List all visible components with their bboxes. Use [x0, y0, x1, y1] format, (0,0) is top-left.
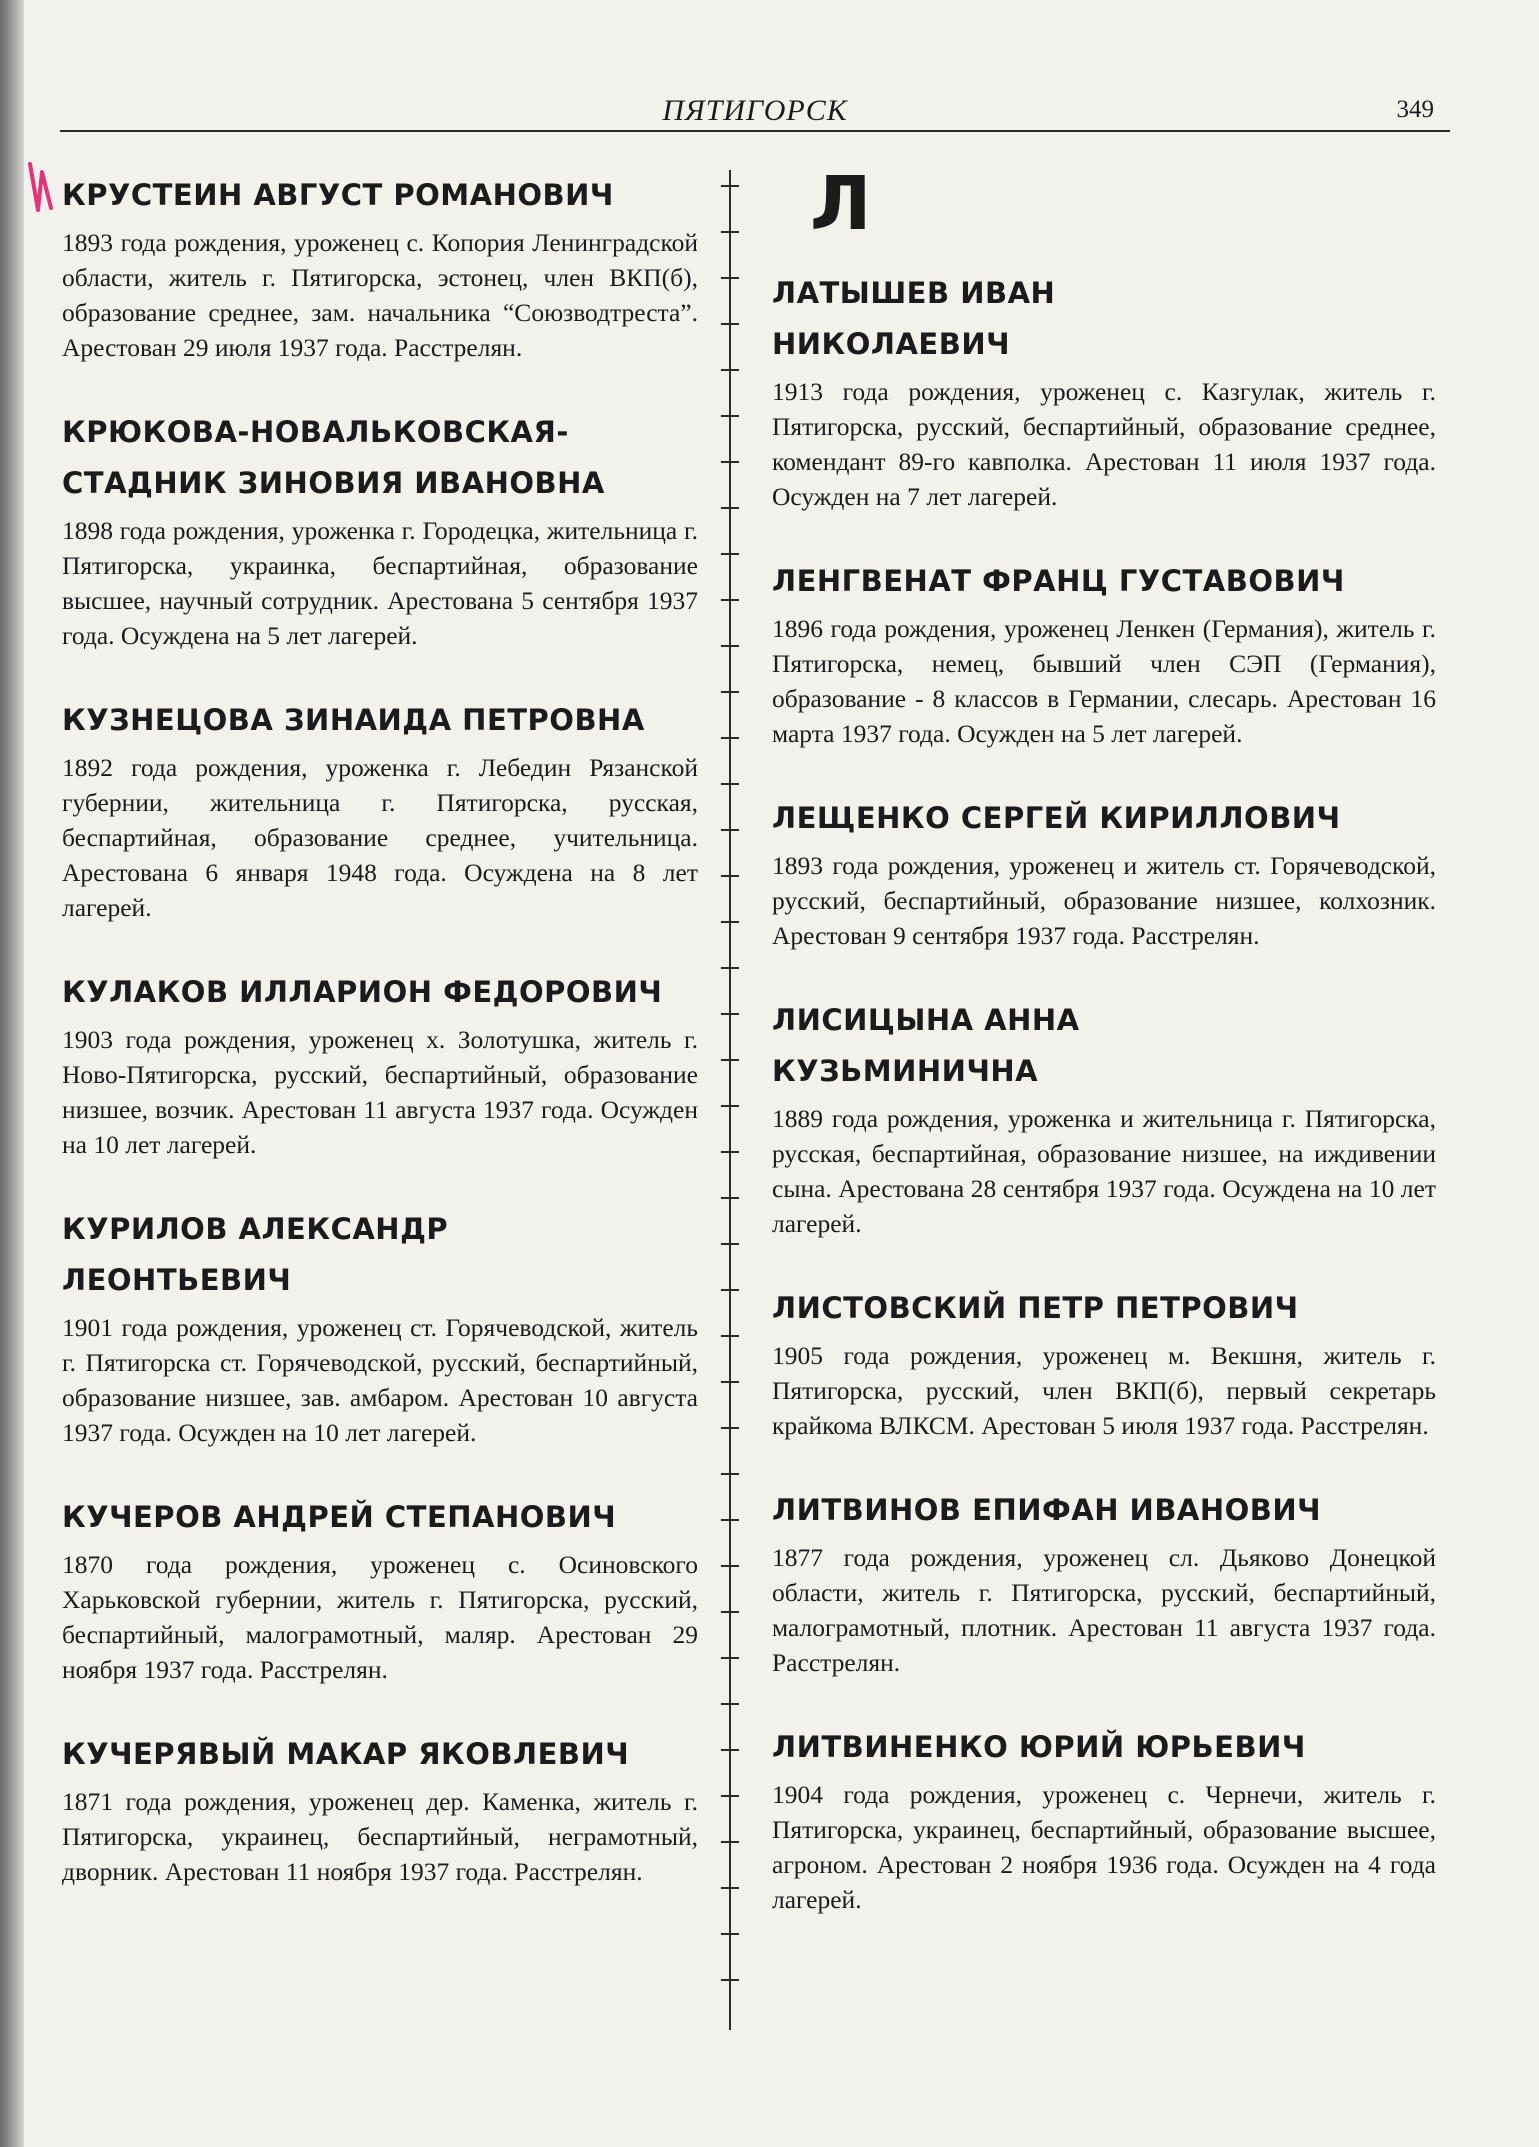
entry-name: КУЛАКОВ ИЛЛАРИОН ФЕДОРОВИЧ: [62, 975, 663, 1009]
entry-bio: 1893 года рождения, уроженец с. Копория Ленинградской области, житель г. Пятигорска, эстонец, член ВКП(б), образование среднее, зам. начальника “Союзводтреста”. Арестован 29 июля 1937 года. Расстрелян.: [62, 228, 698, 362]
divider-tick: [721, 231, 739, 233]
entry: [772, 1722, 1436, 1917]
page-number: 349: [1396, 96, 1434, 123]
entry-name: ЛЕНГВЕНАТ ФРАНЦ ГУСТАВОВИЧ: [772, 564, 1345, 598]
entry-bio: 1901 года рождения, уроженец ст. Горячеводской, житель г. Пятигорска ст. Горячеводской, русский, беспартийный, образование низшее, зав. амбаром. Арестован 10 августа 1937 года. Осужден на 10 лет лагерей.: [62, 1313, 698, 1447]
divider-tick: [721, 1151, 739, 1153]
entry-bio: 1871 года рождения, уроженец дер. Каменка, житель г. Пятигорска, украинец, беспартийный, неграмотный, дворник. Арестован 11 ноября 1937 года. Расстрелян.: [62, 1787, 698, 1886]
entry-bio: 1870 года рождения, уроженец с. Осиновского Харьковской губернии, житель г. Пятигорска, русский, беспартийный, малограмотный, маляр. Арестован 29 ноября 1937 года. Расстрелян.: [62, 1550, 698, 1684]
divider-tick: [721, 1565, 739, 1567]
divider-tick: [721, 921, 739, 923]
entry: [62, 407, 698, 653]
divider-tick: [721, 599, 739, 601]
entry-name: ЛЕЩЕНКО СЕРГЕЙ КИРИЛЛОВИЧ: [772, 801, 1341, 835]
entry-bio: 1896 года рождения, уроженец Ленкен (Германия), житель г. Пятигорска, немец, бывший член СЭП (Германия), образование - 8 классов в Германии, слесарь. Арестован 16 марта 1937 года. Осужден на 5 лет лагерей.: [772, 614, 1436, 748]
divider-tick: [721, 737, 739, 739]
page-spine-edge: [0, 0, 24, 2147]
handwritten-margin-mark: [26, 158, 56, 216]
divider-tick: [721, 783, 739, 785]
divider-tick: [721, 1519, 739, 1521]
divider-tick: [721, 1013, 739, 1015]
divider-tick: [721, 967, 739, 969]
entry-name: ЛИСТОВСКИЙ ПЕТР ПЕТРОВИЧ: [772, 1291, 1299, 1325]
divider-tick: [721, 1611, 739, 1613]
entry: [772, 995, 1436, 1241]
entry-name: КУЧЕРЯВЫЙ МАКАР ЯКОВЛЕВИЧ: [62, 1737, 630, 1771]
entry-name: КРУСТЕИН АВГУСТ РОМАНОВИЧ: [62, 178, 614, 212]
entry: [772, 1283, 1436, 1443]
right-column: [772, 161, 1436, 1959]
divider-tick: [721, 323, 739, 325]
divider-tick: [721, 1841, 739, 1843]
divider-tick: [721, 553, 739, 555]
divider-tick: [721, 1243, 739, 1245]
divider-tick: [721, 1059, 739, 1061]
entry: [772, 1485, 1436, 1680]
divider-tick: [721, 1887, 739, 1889]
divider-tick: [721, 185, 739, 187]
divider-tick: [721, 1657, 739, 1659]
divider-tick: [721, 1473, 739, 1475]
left-column: [62, 170, 698, 1931]
entry-bio: 1898 года рождения, уроженка г. Городецка, жительница г. Пятигорска, украинка, беспартийная, образование высшее, научный сотрудник. Арестована 5 сентября 1937 года. Осуждена на 5 лет лагерей.: [62, 516, 698, 650]
divider-tick: [721, 645, 739, 647]
divider-tick: [721, 461, 739, 463]
entry: [772, 268, 1436, 514]
entry-bio: 1889 года рождения, уроженка и жительница г. Пятигорска, русская, беспартийная, образование низшее, на иждивении сына. Арестована 28 сентября 1937 года. Осуждена на 10 лет лагерей.: [772, 1104, 1436, 1238]
entry: [772, 793, 1436, 953]
divider-tick: [721, 415, 739, 417]
entry-name: ЛИТВИНЕНКО ЮРИЙ ЮРЬЕВИЧ: [772, 1730, 1306, 1764]
section-letter: Л: [810, 161, 872, 247]
entry-bio: 1892 года рождения, уроженка г. Лебедин Рязанской губернии, жительница г. Пятигорска, русская, беспартийная, образование среднее, учительница. Арестована 6 января 1948 года. Осуждена на 8 лет лагерей.: [62, 753, 698, 922]
divider-tick: [721, 1427, 739, 1429]
divider-tick: [721, 875, 739, 877]
divider-tick: [721, 369, 739, 371]
divider-tick: [721, 1749, 739, 1751]
entry-name: КУЗНЕЦОВА ЗИНАИДА ПЕТРОВНА: [62, 703, 645, 737]
entry-name: ЛИТВИНОВ ЕПИФАН ИВАНОВИЧ: [772, 1493, 1322, 1527]
page-header: [60, 90, 1450, 132]
entry-name: КУРИЛОВ АЛЕКСАНДР ЛЕОНТЬЕВИЧ: [62, 1212, 449, 1297]
running-title: ПЯТИГОРСК: [662, 94, 848, 127]
divider-tick: [721, 1197, 739, 1199]
entry: [62, 967, 698, 1162]
entry-bio: 1903 года рождения, уроженец х. Золотушка, житель г. Ново-Пятигорска, русский, беспартийный, образование низшее, возчик. Арестован 11 августа 1937 года. Осужден на 10 лет лагерей.: [62, 1025, 698, 1159]
divider-tick: [721, 829, 739, 831]
divider-tick: [721, 1335, 739, 1337]
entry-name: КУЧЕРОВ АНДРЕЙ СТЕПАНОВИЧ: [62, 1500, 617, 1534]
divider-tick: [721, 1703, 739, 1705]
entry-name: ЛИСИЦЫНА АННА КУЗЬМИНИЧНА: [772, 1003, 1080, 1088]
entry-bio: 1904 года рождения, уроженец с. Чернечи, житель г. Пятигорска, украинец, беспартийный, образование высшее, агроном. Арестован 2 ноября 1936 года. Осужден на 4 года лагерей.: [772, 1780, 1436, 1914]
entry: [62, 1204, 698, 1450]
entry: [62, 1492, 698, 1687]
divider-tick: [721, 1381, 739, 1383]
entry-bio: 1877 года рождения, уроженец сл. Дьяково Донецкой области, житель г. Пятигорска, русский, беспартийный, малограмотный, плотник. Арестован 11 августа 1937 года. Расстрелян.: [772, 1543, 1436, 1677]
entry: [62, 695, 698, 925]
divider-tick: [721, 1795, 739, 1797]
divider-tick: [721, 1933, 739, 1935]
divider-tick: [721, 507, 739, 509]
column-divider: [729, 170, 731, 2030]
entry-bio: 1893 года рождения, уроженец и житель ст. Горячеводской, русский, беспартийный, образование низшее, колхозник. Арестован 9 сентября 1937 года. Расстрелян.: [772, 851, 1436, 950]
entry: [62, 170, 698, 365]
divider-tick: [721, 1289, 739, 1291]
entry: [62, 1729, 698, 1889]
entry-bio: 1905 года рождения, уроженец м. Векшня, житель г. Пятигорска, русский, член ВКП(б), первый секретарь крайкома ВЛКСМ. Арестован 5 июля 1937 года. Расстрелян.: [772, 1341, 1436, 1440]
entry-bio: 1913 года рождения, уроженец с. Казгулак, житель г. Пятигорска, русский, беспартийный, образование среднее, комендант 89-го кавполка. Арестован 11 июля 1937 года. Осужден на 7 лет лагерей.: [772, 377, 1436, 511]
divider-tick: [721, 1979, 739, 1981]
entry-name: КРЮКОВА-НОВАЛЬКОВСКАЯ- СТАДНИК ЗИНОВИЯ ИВАНОВНА: [62, 415, 605, 500]
divider-tick: [721, 1105, 739, 1107]
entry: [772, 556, 1436, 751]
entry-name: ЛАТЫШЕВ ИВАН НИКОЛАЕВИЧ: [772, 276, 1056, 361]
divider-tick: [721, 277, 739, 279]
divider-tick: [721, 691, 739, 693]
